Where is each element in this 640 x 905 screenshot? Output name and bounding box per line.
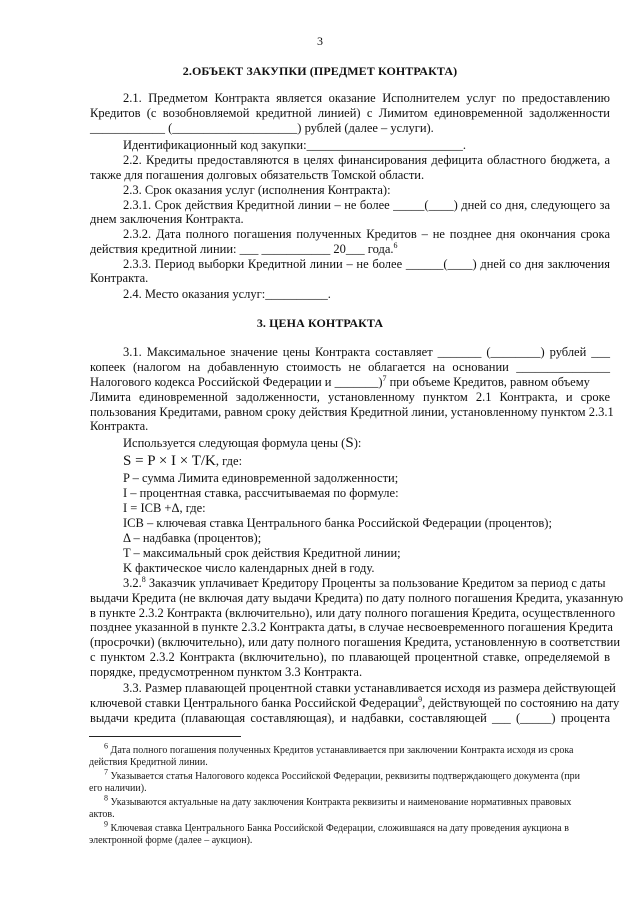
s3-2-line-2: выдачи Кредита (не включая дату выдачи Кредита) по дату полного погашения Кредита, указанную bbox=[90, 591, 624, 605]
footnote-6-number: 6 bbox=[104, 741, 108, 751]
s3-2-line-6: с пунктом 2.3.2 Контракта (включительно), по плавающей процентной ставке, определяемой в bbox=[90, 650, 610, 664]
footnote-ref-7[interactable]: 7 bbox=[382, 373, 387, 383]
formula-intro-end: ): bbox=[353, 436, 362, 450]
def-k: K фактическое число календарных дней в году. bbox=[123, 561, 375, 575]
s3-2-line-4: позднее указанной в пункте 2.3.2 Контракта даты, в случае несвоевременного погашения Кредита bbox=[90, 620, 613, 634]
s3-2-line-5: (просрочки) (включительно), или дату полного погашения Кредита, установленную в соответствии bbox=[90, 635, 621, 649]
def-icb: ICB – ключевая ставка Центрального банка Российской Федерации (процентов); bbox=[123, 516, 552, 530]
s3-2-line-3: в пункте 2.3.2 Контракта (включительно), или дату полного погашения Кредита, осуществленного bbox=[90, 606, 616, 620]
footnote-6-line-2: действия Кредитной линии. bbox=[89, 757, 208, 768]
s2-line-2: Кредитов (с возобновляемой кредитной линией) с Лимитом единовременной задолженности bbox=[90, 106, 610, 120]
s2-line-9: днем заключения Контракта. bbox=[90, 212, 244, 226]
footnote-8-text: Указываются актуальные на дату заключения Контракта реквизиты и наименование нормативных правовых bbox=[108, 797, 572, 808]
footnote-7-line-2: его наличии). bbox=[89, 783, 147, 794]
s3-line-2: копеек (налогом на добавленную стоимость не облагается на основании _______________ bbox=[90, 360, 610, 374]
s3-2-line-1-text: Заказчик уплачивает Кредитору Проценты за пользование Кредитом за период с даты bbox=[145, 576, 606, 590]
formula-intro-text: Используется следующая формула цены ( bbox=[123, 436, 346, 450]
s3-3-line-2 bbox=[90, 694, 620, 711]
s3-line-6: Контракта. bbox=[90, 419, 149, 433]
s3-2-number: 3.2. bbox=[123, 576, 142, 590]
s3-line-3-tail: при объеме Кредитов, равном объему bbox=[386, 375, 590, 389]
footnote-9-line-1 bbox=[104, 819, 610, 835]
formula-symbol: S bbox=[345, 435, 354, 451]
s3-3-line-2-text: ключевой ставки Центрального банка Российской Федерации bbox=[90, 696, 419, 710]
section-3-heading: 3. ЦЕНА КОНТРАКТА bbox=[256, 316, 384, 330]
footnote-6-line-1 bbox=[104, 741, 610, 757]
s2-line-11 bbox=[90, 242, 610, 257]
footnote-9-number: 9 bbox=[104, 819, 108, 829]
def-delta: Δ – надбавка (процентов); bbox=[123, 531, 262, 545]
footnote-8-line-1 bbox=[104, 793, 610, 809]
footnote-divider bbox=[89, 736, 241, 737]
formula-main: S = P × I × T/K bbox=[123, 453, 216, 469]
s2-line-14: 2.4. Место оказания услуг:__________. bbox=[123, 287, 331, 301]
s2-line-3: ____________ (____________________) рублей (далее – услуги). bbox=[90, 121, 434, 135]
page-number: 3 bbox=[317, 34, 323, 48]
def-i-formula: I = ICB +Δ, где: bbox=[123, 501, 206, 515]
s3-3-line-3: выдачи кредита (плавающая составляющая), и надбавки, составляющей ___ (_____) процента bbox=[90, 711, 610, 725]
def-i: I – процентная ставка, рассчитываемая по формуле: bbox=[123, 486, 399, 500]
s3-2-line-7: порядке, предусмотренном пунктом 3.3 Контракта. bbox=[90, 665, 363, 679]
formula-line bbox=[123, 454, 610, 469]
s2-line-6: также для погашения долговых обязательств Томской области. bbox=[90, 168, 425, 182]
def-t: T – максимальный срок действия Кредитной линии; bbox=[123, 546, 401, 560]
s2-line-8: 2.3.1. Срок действия Кредитной линии – не более _____(____) дней со дня, следующего за bbox=[123, 198, 610, 212]
s3-2-line-1 bbox=[123, 576, 610, 591]
def-p: P – сумма Лимита единовременной задолженности; bbox=[123, 471, 399, 485]
footnote-9-line-2: электронной форме (далее – аукцион). bbox=[89, 835, 253, 846]
footnote-ref-8[interactable]: 8 bbox=[141, 574, 146, 584]
s2-line-5: 2.2. Кредиты предоставляются в целях финансирования дефицита областного бюджета, а bbox=[123, 153, 610, 167]
s3-line-1: 3.1. Максимальное значение цены Контракта составляет _______ (________) рублей ___ bbox=[123, 345, 610, 359]
s3-line-3-text: Налогового кодекса Российской Федерации и _______) bbox=[90, 375, 383, 389]
s2-line-13: Контракта. bbox=[90, 271, 149, 285]
section-2-heading: 2.ОБЪЕКТ ЗАКУПКИ (ПРЕДМЕТ КОНТРАКТА) bbox=[182, 64, 458, 78]
s3-3-line-1: 3.3. Размер плавающей процентной ставки устанавливается исходя из размера действующей bbox=[123, 681, 616, 695]
footnote-8-number: 8 bbox=[104, 793, 108, 803]
footnote-6-text: Дата полного погашения полученных Кредитов устанавливается при заключении Контракта исходя из срока bbox=[108, 745, 574, 756]
footnote-ref-6[interactable]: 6 bbox=[393, 240, 398, 250]
footnote-7-line-1 bbox=[104, 767, 610, 783]
footnote-8-line-2: актов. bbox=[89, 809, 115, 820]
s2-line-1: 2.1. Предметом Контракта является оказание Исполнителем услуг по предоставлению bbox=[123, 91, 610, 105]
footnote-7-number: 7 bbox=[104, 767, 108, 777]
s2-line-7: 2.3. Срок оказания услуг (исполнения Контракта): bbox=[123, 183, 391, 197]
footnote-ref-9[interactable]: 9 bbox=[418, 694, 423, 704]
footnote-7-text: Указывается статья Налогового кодекса Российской Федерации, реквизиты подтверждающего документа (при bbox=[108, 771, 580, 782]
s2-line-12: 2.3.3. Период выборки Кредитной линии – не более ______(____) дней со дня заключения bbox=[123, 257, 610, 271]
s3-line-3 bbox=[90, 375, 610, 390]
formula-intro bbox=[123, 436, 610, 451]
s3-line-5: пользования Кредитами, равном сроку действия Кредитной линии, установленному пунктом 2.3.1 bbox=[90, 405, 614, 419]
s2-line-10: 2.3.2. Дата полного погашения полученных Кредитов – не позднее дня окончания срока bbox=[123, 227, 610, 241]
s2-line-11-text: действия кредитной линии: ___ ___________ 20___ года. bbox=[90, 242, 394, 256]
s3-line-4: Лимита единовременной задолженности, установленному пунктом 2.1 Контракта, и сроке bbox=[90, 390, 610, 404]
footnote-9-text: Ключевая ставка Центрального Банка Российской Федерации, сложившаяся на дату проведения аукциона в bbox=[108, 823, 569, 834]
formula-where: , где: bbox=[215, 454, 243, 468]
s3-3-line-2-tail: , действующей по состоянию на дату bbox=[422, 696, 620, 710]
s2-line-4: Идентификационный код закупки:_________________________. bbox=[123, 138, 466, 152]
